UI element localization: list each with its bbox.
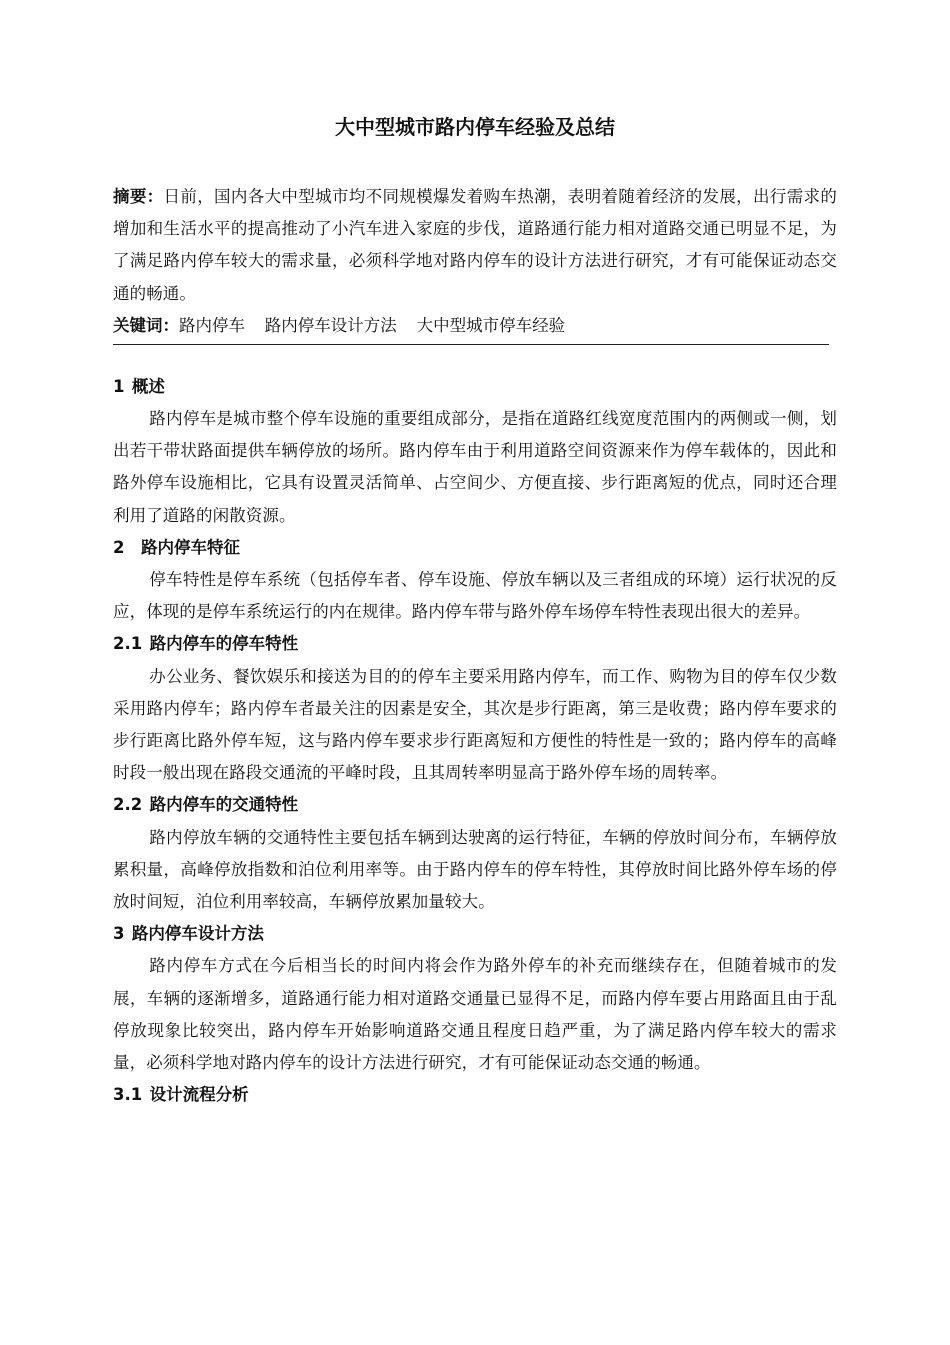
keywords-label: 关键词： (113, 315, 179, 335)
abstract-text: 日前，国内各大中型城市均不同规模爆发着购车热潮，表明着随着经济的发展，出行需求的增加和生活水平的提高推动了小汽车进入家庭的步伐，道路通行能力相对道路交通已明显不足，为了满足路内停车较大的需求量，必须科学地对路内停车的设计方法进行研究，才有可能保证动态交通的畅通。 (113, 187, 837, 303)
section-2 (113, 532, 837, 629)
keyword-item: 大中型城市停车经验 (416, 315, 566, 335)
keyword-item: 路内停车设计方法 (264, 315, 397, 335)
section-number: 2 (113, 537, 125, 557)
section-paragraph: 路内停放车辆的交通特性主要包括车辆到达驶离的运行特征，车辆的停放时间分布，车辆停放累积量，高峰停放指数和泊位利用率等。由于路内停车的停车特性，其停放时间比路外停车场的停放时间短，泊位利用率较高，车辆停放累加量较大。 (113, 827, 837, 912)
section-number: 3.1 (113, 1085, 143, 1105)
keyword-item: 路内停车 (179, 315, 245, 335)
section-3 (113, 918, 837, 1079)
section-heading (113, 918, 837, 950)
section-title: 路内停车的停车特性 (149, 634, 299, 654)
section-paragraph: 路内停车方式在今后相当长的时间内将会作为路外停车的补充而继续存在，但随着城市的发展，车辆的逐渐增多，道路通行能力相对道路交通量已显得不足，而路内停车要占用路面且由于乱停放现象比较突出，路内停车开始影响道路交通且程度日趋严重，为了满足路内停车较大的需求量，必须科学地对路内停车的设计方法进行研究，才有可能保证动态交通的畅通。 (113, 956, 837, 1073)
section-2-2 (113, 789, 837, 918)
section-number: 3 (113, 924, 125, 944)
abstract (113, 181, 837, 310)
section-number: 1 (113, 376, 125, 396)
section-title: 概述 (131, 376, 165, 396)
section-3-1 (113, 1079, 837, 1111)
section-title: 路内停车的交通特性 (149, 795, 299, 815)
document-page (113, 112, 837, 1111)
abstract-label: 摘要： (113, 187, 164, 206)
section-number: 2.1 (113, 634, 143, 654)
section-number: 2.2 (113, 795, 143, 815)
section-heading (113, 371, 837, 403)
section-paragraph: 停车特性是停车系统（包括停车者、停车设施、停放车辆以及三者组成的环境）运行状况的反应，体现的是停车系统运行的内在规律。路内停车带与路外停车场停车特性表现出很大的差异。 (113, 570, 837, 622)
section-paragraph: 办公业务、餐饮娱乐和接送为目的的停车主要采用路内停车，而工作、购物为目的停车仅少数采用路内停车；路内停车者最关注的因素是安全，其次是步行距离，第三是收费；路内停车要求的步行距离比路外停车短，这与路内停车要求步行距离短和方便性的特性是一致的；路内停车的高峰时段一般出现在路段交通流的平峰时段，且其周转率明显高于路外停车场的周转率。 (113, 666, 837, 783)
header-divider (113, 344, 829, 345)
section-heading (113, 532, 837, 564)
section-title: 路内停车特征 (140, 537, 240, 557)
section-heading (113, 789, 837, 821)
section-heading (113, 628, 837, 660)
section-title: 设计流程分析 (149, 1085, 249, 1105)
section-1 (113, 371, 837, 532)
keywords (113, 310, 837, 342)
document-title: 大中型城市路内停车经验及总结 (335, 115, 615, 139)
section-2-1 (113, 628, 837, 789)
section-paragraph: 路内停车是城市整个停车设施的重要组成部分，是指在道路红线宽度范围内的两侧或一侧，划出若干带状路面提供车辆停放的场所。路内停车由于利用道路空间资源来作为停车载体的，因此和路外停车设施相比，它具有设置灵活简单、占空间少、方便直接、步行距离短的优点，同时还合理利用了道路的闲散资源。 (113, 409, 837, 525)
section-title: 路内停车设计方法 (131, 924, 264, 944)
section-heading (113, 1079, 837, 1111)
